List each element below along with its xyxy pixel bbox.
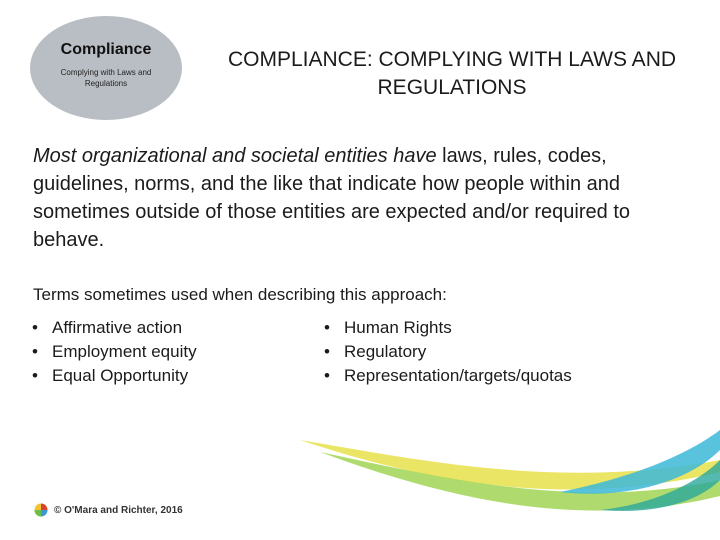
- list-item: • Affirmative action: [28, 316, 197, 340]
- circle-logo-icon: [34, 503, 48, 517]
- copyright-text: © O'Mara and Richter, 2016: [54, 504, 183, 516]
- list-item: • Representation/targets/quotas: [320, 364, 572, 388]
- bullet-list-right: [320, 316, 572, 388]
- section-badge: [30, 16, 182, 120]
- footer: [34, 503, 183, 517]
- badge-title: Compliance: [60, 41, 152, 58]
- lead-italic-text: Most organizational and societal entities have: [33, 145, 437, 167]
- bullet-list-left: [28, 316, 197, 388]
- list-item: • Human Rights: [320, 316, 572, 340]
- lead-regular-text: laws, rules, codes, guidelines, norms, and the like that indicate how people within and sometimes outside of those entities are expected and/or required to behave.: [33, 145, 631, 251]
- decorative-swoosh: [0, 400, 720, 540]
- badge-subtitle: Complying with Laws and Regulations: [60, 68, 152, 88]
- list-item: • Regulatory: [320, 340, 572, 364]
- slide-title: COMPLIANCE: COMPLYING WITH LAWS AND REGULATIONS: [227, 48, 677, 99]
- list-item: • Equal Opportunity: [28, 364, 197, 388]
- list-item: • Employment equity: [28, 340, 197, 364]
- terms-heading: Terms sometimes used when describing this approach:: [33, 285, 447, 304]
- lead-paragraph: [33, 142, 693, 254]
